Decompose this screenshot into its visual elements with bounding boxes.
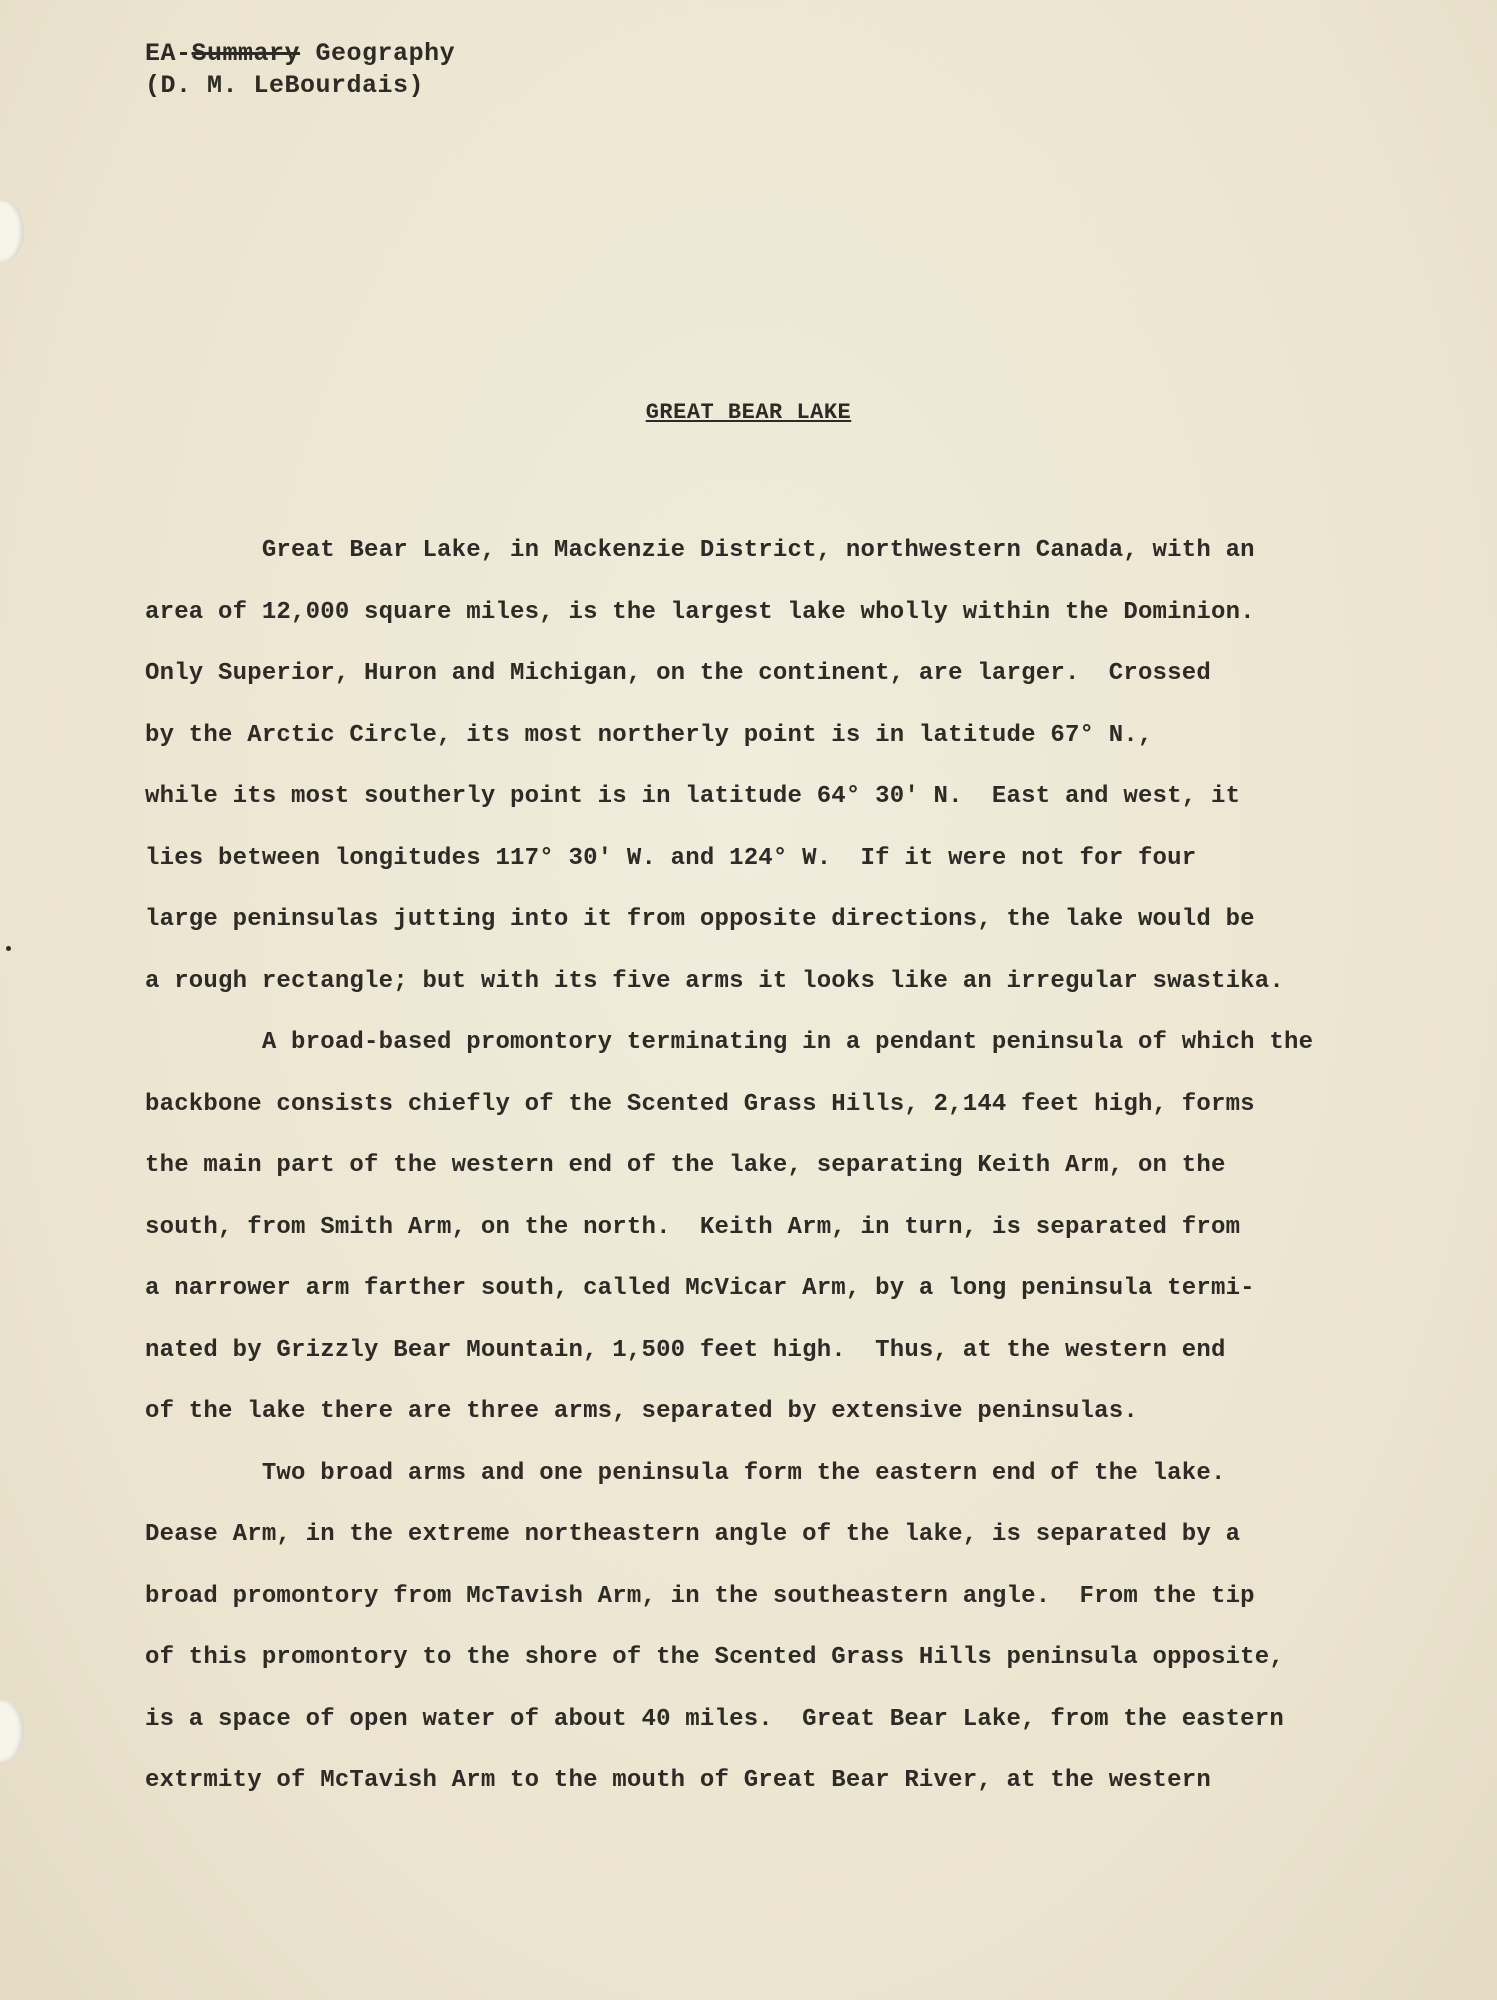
text-line: while its most southerly point is in latitude 64° 30' N. East and west, it [145, 783, 1241, 810]
text-line: of the lake there are three arms, separated by extensive peninsulas. [145, 1398, 1138, 1425]
text-line: Two broad arms and one peninsula form the eastern end of the lake. [145, 1459, 1226, 1487]
text-line: extrmity of McTavish Arm to the mouth of Great Bear River, at the western [145, 1767, 1211, 1794]
course-line: EA-Summary Geography [145, 39, 456, 68]
text-line: nated by Grizzly Bear Mountain, 1,500 feet high. Thus, at the western end [145, 1336, 1226, 1364]
text-line: area of 12,000 square miles, is the largest lake wholly within the Dominion. [145, 598, 1255, 626]
text-line: Dease Arm, in the extreme northeastern angle of the lake, is separated by a [145, 1521, 1241, 1548]
body-text [145, 520, 1345, 1812]
text-line: a narrower arm farther south, called McVicar Arm, by a long peninsula termi- [145, 1275, 1255, 1302]
document-header [145, 38, 455, 102]
text-line: the main part of the western end of the lake, separating Keith Arm, on the [145, 1152, 1226, 1179]
text-line: a rough rectangle; but with its five arms it looks like an irregular swastika. [145, 967, 1284, 995]
author-line: (D. M. LeBourdais) [145, 71, 425, 100]
text-line: broad promontory from McTavish Arm, in the southeastern angle. From the tip [145, 1582, 1255, 1610]
punch-hole [0, 1700, 24, 1762]
text-line: is a space of open water of about 40 miles. Great Bear Lake, from the eastern [145, 1705, 1284, 1733]
punch-hole [0, 200, 24, 262]
text-line: by the Arctic Circle, its most northerly point is in latitude 67° N., [145, 721, 1153, 749]
text-line: A broad-based promontory terminating in a pendant peninsula of which the [145, 1029, 1314, 1056]
text-line: lies between longitudes 117° 30' W. and 124° W. If it were not for four [145, 844, 1197, 872]
page-title: GREAT BEAR LAKE [645, 400, 852, 425]
text-line: Great Bear Lake, in Mackenzie District, northwestern Canada, with an [145, 537, 1255, 564]
text-line: Only Superior, Huron and Michigan, on the continent, are larger. Crossed [145, 660, 1211, 687]
ink-dot [6, 946, 11, 951]
text-line: of this promontory to the shore of the Scented Grass Hills peninsula opposite, [145, 1644, 1284, 1671]
text-line: large peninsulas jutting into it from opposite directions, the lake would be [145, 906, 1255, 933]
struck-word: Summary [191, 39, 301, 68]
text-line: backbone consists chiefly of the Scented Grass Hills, 2,144 feet high, forms [145, 1090, 1255, 1118]
text-line: south, from Smith Arm, on the north. Keith Arm, in turn, is separated from [145, 1213, 1241, 1241]
